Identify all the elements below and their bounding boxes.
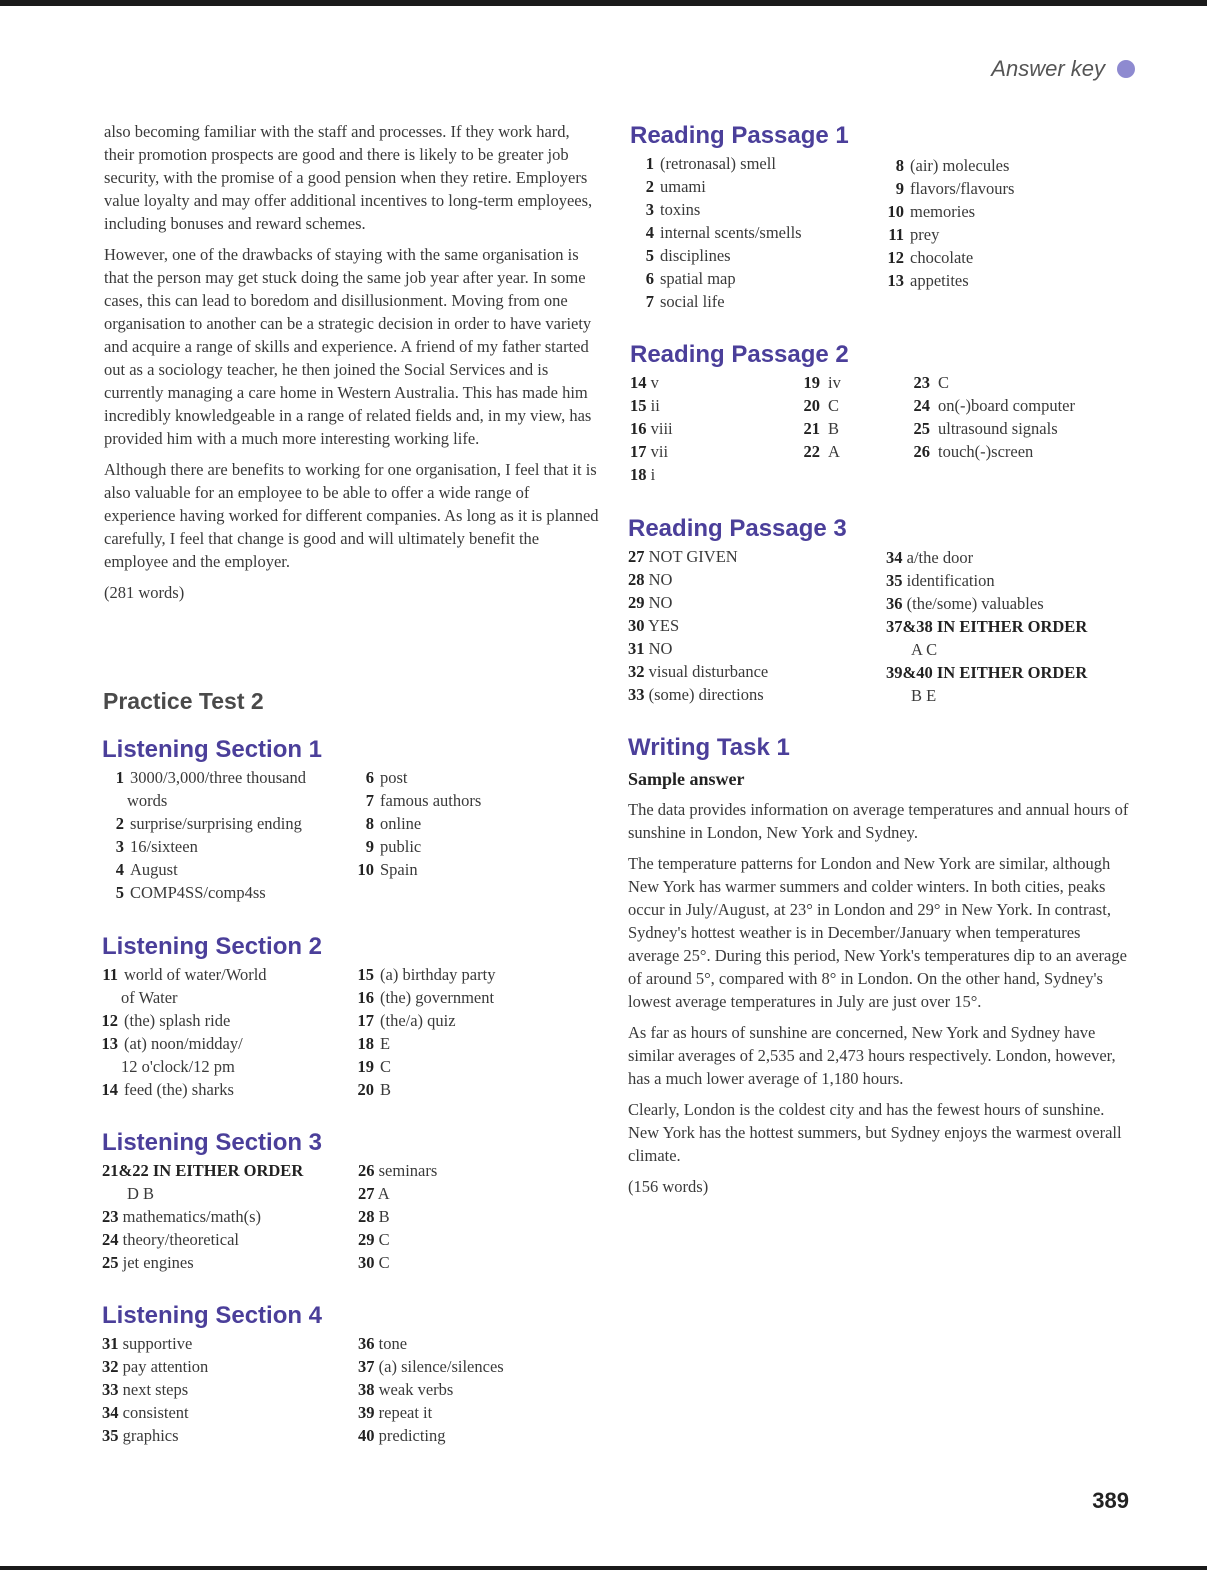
practice-test-heading: Practice Test 2 bbox=[103, 688, 264, 714]
answer-item: 37 (a) silence/silences bbox=[358, 1357, 504, 1376]
answer-item: 6 post bbox=[365, 768, 408, 787]
reading-3-left bbox=[628, 545, 768, 706]
answer-item: words bbox=[127, 791, 168, 810]
answer-item: 34 a/the door bbox=[886, 548, 974, 567]
answer-item: 5 disciplines bbox=[645, 246, 731, 265]
answer-item: 3 toxins bbox=[645, 200, 701, 219]
listening-3-right bbox=[358, 1159, 437, 1274]
essay-paragraph: also becoming familiar with the staff and processes. If they work hard, their promotion prospects are good and there is likely to be greater job security, with the promise of a good pension when they retire. Employers value loyalty and may offer additional incentives to long-term employees, including bonuses and reward schemes. bbox=[104, 122, 593, 233]
reading-1-right bbox=[882, 154, 1014, 292]
essay-paragraph: However, one of the drawbacks of staying with the same organisation is that the person may get stuck doing the same job year after year. In some cases, this can lead to boredom and disillusionment. Moving from one organisation to another can be a strategic decision in order to have variety and acquire a range of skills and experience. A friend of my father started out as a sociology teacher, he then joined the Social Services and is currently managing a care home in Western Australia. This has made him incredibly knowledgeable in a range of related fields and, in my view, has provided him with a much more interesting working life. bbox=[104, 245, 592, 448]
answer-item: 2 umami bbox=[645, 177, 706, 196]
reading-3-right bbox=[886, 546, 1087, 707]
answer-item: 9 public bbox=[365, 837, 422, 856]
answer-item: 29 C bbox=[358, 1230, 390, 1249]
answer-item: 4 internal scents/smells bbox=[645, 223, 802, 242]
listening-section-1-heading: Listening Section 1 bbox=[102, 736, 323, 763]
answer-item: 35 identification bbox=[886, 571, 995, 590]
answer-item: 27 A bbox=[358, 1184, 390, 1203]
answer-item: 10 memories bbox=[887, 202, 976, 221]
essay bbox=[104, 120, 604, 612]
answer-item: 9 flavors/flavours bbox=[895, 179, 1015, 198]
answer-item: 11 world of water/World bbox=[102, 965, 267, 984]
answer-item: 36 tone bbox=[358, 1334, 408, 1353]
answer-item: 40 predicting bbox=[358, 1426, 446, 1445]
answer-item: 14 v bbox=[630, 373, 659, 392]
answer-item: 12 o'clock/12 pm bbox=[121, 1057, 235, 1076]
answer-item: 2 surprise/surprising ending bbox=[115, 814, 302, 833]
answer-item: 20 C bbox=[803, 396, 840, 415]
answer-item: 23 mathematics/math(s) bbox=[102, 1207, 261, 1226]
answer-item: 39&40 IN EITHER ORDER bbox=[886, 663, 1088, 682]
answer-item: 31 supportive bbox=[102, 1334, 193, 1353]
answer-item: 18 i bbox=[630, 465, 656, 484]
header-title: Answer key bbox=[991, 56, 1105, 81]
answer-item: 26 touch(-)screen bbox=[913, 442, 1034, 461]
answer-item: 35 graphics bbox=[102, 1426, 179, 1445]
answer-item: 13 (at) noon/midday/ bbox=[101, 1034, 243, 1053]
answer-item: 1 3000/3,000/three thousand bbox=[115, 768, 306, 787]
reading-passage-1-heading: Reading Passage 1 bbox=[630, 122, 849, 149]
answer-item: 29 NO bbox=[628, 593, 673, 612]
answer-item: 18 E bbox=[357, 1034, 391, 1053]
answer-item: 24 on(-)board computer bbox=[913, 396, 1075, 415]
answer-item: 7 social life bbox=[645, 292, 725, 311]
answer-item: A C bbox=[911, 640, 938, 659]
reading-1-left bbox=[632, 152, 802, 313]
answer-item: B E bbox=[911, 686, 937, 705]
answer-item: 28 B bbox=[358, 1207, 390, 1226]
answer-item: 16 (the) government bbox=[357, 988, 495, 1007]
answer-item: 28 NO bbox=[628, 570, 673, 589]
answer-item: 1 (retronasal) smell bbox=[645, 154, 776, 173]
listening-2-left bbox=[96, 963, 267, 1101]
answer-item: 33 (some) directions bbox=[628, 685, 764, 704]
header-dot-icon bbox=[1117, 60, 1135, 78]
reading-passage-3-heading: Reading Passage 3 bbox=[628, 515, 847, 542]
answer-item: 4 August bbox=[115, 860, 178, 879]
answer-item: 27 NOT GIVEN bbox=[628, 547, 738, 566]
listening-section-3-heading: Listening Section 3 bbox=[102, 1129, 323, 1156]
answer-item: 32 pay attention bbox=[102, 1357, 209, 1376]
answer-item: 8 online bbox=[365, 814, 422, 833]
listening-4-left bbox=[102, 1332, 208, 1447]
answer-item: 21 B bbox=[803, 419, 840, 438]
listening-2-right bbox=[352, 963, 495, 1101]
answer-item: D B bbox=[127, 1184, 155, 1203]
answer-item: 30 C bbox=[358, 1253, 390, 1272]
answer-item: 37&38 IN EITHER ORDER bbox=[886, 617, 1088, 636]
essay-paragraph: Although there are benefits to working for one organisation, I feel that it is also valuable for an employee to be able to offer a wide range of experience having worked for different companies. As long as it is planned carefully, I feel that change is good and will ultimately benefit the employee and the employer. bbox=[104, 460, 599, 571]
answer-item: 19 C bbox=[357, 1057, 392, 1076]
answer-item: 3 16/sixteen bbox=[115, 837, 198, 856]
answer-item: 34 consistent bbox=[102, 1403, 189, 1422]
writing-paragraph: As far as hours of sunshine are concerned, New York and Sydney have similar averages of 2,535 and 2,473 hours respectively. London, however, has a much lower average of 1,180 hours. bbox=[628, 1023, 1116, 1088]
reading-passage-2-heading: Reading Passage 2 bbox=[630, 341, 849, 368]
writing-word-count: (156 words) bbox=[628, 1177, 709, 1196]
answer-item: 36 (the/some) valuables bbox=[886, 594, 1044, 613]
answer-item: 15 ii bbox=[630, 396, 660, 415]
writing-paragraph: The temperature patterns for London and New York are similar, although New York has warmer summers and colder winters. In both cities, peaks occur in July/August, at 23° in London and 29° in New York. In contrast, Sydney's hottest weather is in December/January when temperatures average 25°. During this period, New York's temperatures dip to an average of around 5°, compared with 8° in London. On the other hand, Sydney's lowest average temperatures in July are just over 15°. bbox=[628, 854, 1127, 1011]
answer-item: 7 famous authors bbox=[365, 791, 482, 810]
answer-item: 22 A bbox=[803, 442, 840, 461]
writing-paragraph: Clearly, London is the coldest city and has the fewest hours of sunshine. New York has the hottest summers, but Sydney enjoys the warmest overall climate. bbox=[628, 1100, 1122, 1165]
answer-item: 8 (air) molecules bbox=[895, 156, 1010, 175]
answer-item: 10 Spain bbox=[357, 860, 418, 879]
answer-item: 16 viii bbox=[630, 419, 673, 438]
answer-item: 21&22 IN EITHER ORDER bbox=[102, 1161, 304, 1180]
writing-task-1-heading: Writing Task 1 bbox=[628, 734, 790, 761]
answer-item: 20 B bbox=[357, 1080, 392, 1099]
page-number: 389 bbox=[1092, 1488, 1129, 1513]
answer-item: of Water bbox=[121, 988, 178, 1007]
top-border bbox=[0, 0, 1207, 6]
listening-3-left bbox=[102, 1159, 303, 1274]
answer-item: 38 weak verbs bbox=[358, 1380, 454, 1399]
reading-2-right bbox=[900, 371, 1075, 463]
answer-item: 14 feed (the) sharks bbox=[101, 1080, 234, 1099]
answer-item: 11 prey bbox=[888, 225, 940, 244]
listening-section-4-heading: Listening Section 4 bbox=[102, 1302, 323, 1329]
answer-item: 12 (the) splash ride bbox=[101, 1011, 231, 1030]
answer-item: 23 C bbox=[913, 373, 950, 392]
page-header bbox=[991, 56, 1135, 82]
answer-item: 17 vii bbox=[630, 442, 669, 461]
answer-item: 13 appetites bbox=[887, 271, 969, 290]
answer-item: 12 chocolate bbox=[887, 248, 974, 267]
answer-item: 5 COMP4SS/comp4ss bbox=[115, 883, 266, 902]
listening-1-left bbox=[102, 766, 306, 904]
answer-item: 30 YES bbox=[628, 616, 680, 635]
answer-item: 19 iv bbox=[803, 373, 841, 392]
answer-item: 32 visual disturbance bbox=[628, 662, 769, 681]
answer-item: 31 NO bbox=[628, 639, 673, 658]
answer-item: 15 (a) birthday party bbox=[357, 965, 496, 984]
sample-answer-subtitle: Sample answer bbox=[628, 769, 745, 789]
listening-1-right bbox=[352, 766, 481, 881]
answer-item: 25 ultrasound signals bbox=[913, 419, 1058, 438]
answer-item: 33 next steps bbox=[102, 1380, 189, 1399]
bottom-border bbox=[0, 1566, 1207, 1570]
listening-4-right bbox=[358, 1332, 504, 1447]
writing-sample bbox=[628, 798, 1133, 1206]
answer-item: 6 spatial map bbox=[645, 269, 736, 288]
answer-item: 24 theory/theoretical bbox=[102, 1230, 239, 1249]
reading-2-left bbox=[630, 371, 673, 486]
answer-item: 26 seminars bbox=[358, 1161, 438, 1180]
reading-2-middle bbox=[790, 371, 841, 463]
answer-item: 39 repeat it bbox=[358, 1403, 433, 1422]
essay-word-count: (281 words) bbox=[104, 583, 185, 602]
answer-item: 25 jet engines bbox=[102, 1253, 194, 1272]
answer-item: 17 (the/a) quiz bbox=[357, 1011, 456, 1030]
writing-paragraph: The data provides information on average temperatures and annual hours of sunshine in London, New York and Sydney. bbox=[628, 800, 1129, 842]
listening-section-2-heading: Listening Section 2 bbox=[102, 933, 323, 960]
